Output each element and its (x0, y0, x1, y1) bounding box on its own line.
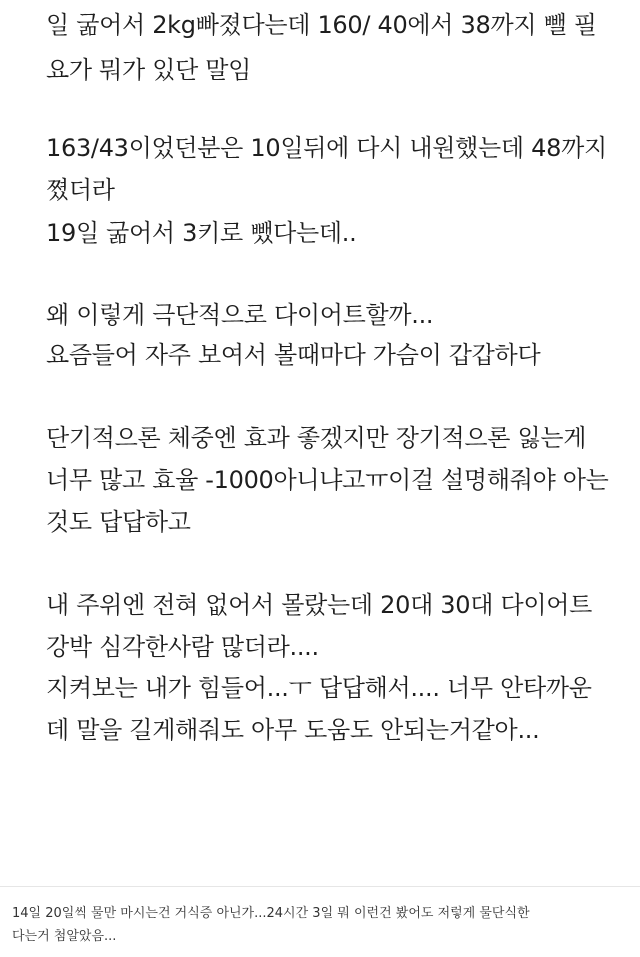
post-text-line: 내 주위엔 전혀 없어서 몰랐는데 20대 30대 다이어트 (46, 591, 592, 619)
post-text-line: 데 말을 길게해줘도 아무 도움도 안되는거같아... (46, 716, 540, 744)
post-text-line: 지켜보는 내가 힘들어...ㅜ 답답해서.... 너무 안타까운 (46, 674, 592, 702)
caption-line: 14일 20일씩 물만 마시는건 거식증 아닌가...24시간 3일 뭐 이런건 봤어도 저렇게 물단식한 (12, 906, 530, 921)
post-text-line: 163/43이었던분은 10일뒤에 다시 내원했는데 48까지 (46, 134, 607, 162)
post-text-line: 단기적으론 체중엔 효과 좋겠지만 장기적으론 잃는게 (46, 424, 587, 452)
post-text-line: 강박 심각한사람 많더라.... (46, 633, 319, 661)
caption-line: 다는거 첨알았음... (12, 929, 117, 944)
post-text-line: 요가 뭐가 있단 말임 (46, 56, 252, 84)
post-text-line: 19일 굶어서 3키로 뺐다는데.. (46, 219, 357, 247)
post-text-line: 것도 답답하고 (46, 508, 191, 536)
post-text-line: 너무 많고 효율 -1000아니냐고ㅠ이걸 설명해줘야 아는 (46, 466, 609, 494)
post-text-line: 왜 이렇게 극단적으로 다이어트할까... (46, 301, 434, 329)
post-text-line: 요즘들어 자주 보여서 볼때마다 가슴이 갑갑하다 (46, 341, 541, 369)
post-text-line: 일 굶어서 2kg빠졌다는데 160/ 40에서 38까지 뺄 필 (46, 11, 597, 39)
post-text-line: 쪘더라 (46, 176, 115, 204)
divider (0, 886, 640, 887)
